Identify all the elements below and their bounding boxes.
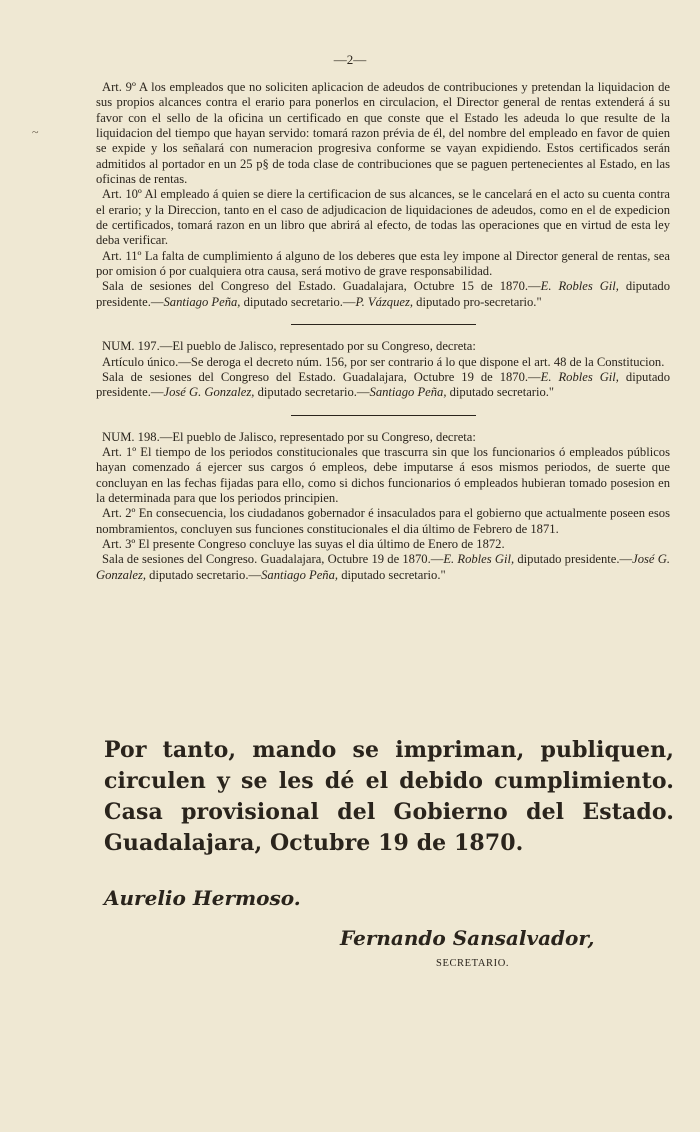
signer-name: José G. Gonzalez, [163, 385, 255, 400]
signer-name: E. Robles Gil, [540, 369, 619, 384]
signer-name: E. Robles Gil, [540, 279, 619, 294]
signer-role: diputado presidente.— [96, 369, 670, 400]
secretary-role: SECRETARIO. [436, 958, 510, 969]
decree-text [96, 80, 670, 583]
session-text: Sala de sesiones del Congreso del Estado. Guadalajara, Octubre 15 de 1870.— [102, 279, 541, 294]
session-text: Sala de sesiones del Congreso. Guadalajara, Octubre 19 de 1870.— [102, 552, 444, 567]
section-divider [291, 415, 476, 416]
decree-198-heading: NUM. 198.—El pueblo de Jalisco, representado por su Congreso, decreta: [102, 429, 476, 444]
decree-197-heading: NUM. 197.—El pueblo de Jalisco, representado por su Congreso, decreta: [102, 339, 476, 354]
signer-name: José G. Gonzalez, [96, 552, 670, 582]
signer-name: Santiago Peña, [369, 385, 447, 400]
decree-197-article: Artículo único.—Se deroga el decreto núm. 156, por ser contrario á lo que dispone el art. 48 de la Constitucion. [102, 354, 665, 369]
margin-mark: ~ [32, 125, 39, 139]
signer-role: diputado presidente.— [514, 552, 633, 567]
page-number: —2— [333, 52, 367, 67]
signer-name: P. Vázquez, [355, 294, 414, 309]
signer-name: E. Robles Gil, [443, 552, 515, 567]
signer-name: Santiago Peña, [261, 567, 339, 582]
proclamation: Por tanto, mando se impriman, publiquen, circulen y se les dé el debido cumplimiento. Casa provisional del Gobierno del Estado. Guadalajara, Octubre 19 de 1870. [104, 737, 674, 856]
signer-role: diputado secretario.— [254, 385, 370, 400]
decree-198-article-2: Art. 2º En consecuencia, los ciudadanos gobernador é insaculados para el gobierno que actualmente poseen esos nombramientos, concluyen sus funciones constitucionales el dia último de Febrero de 1871. [96, 506, 670, 536]
signer-role: diputado secretario." [338, 567, 446, 582]
signer-name: Santiago Peña, [163, 294, 241, 309]
secretary-signature: Fernando Sansalvador, [340, 926, 595, 950]
article-10: Art. 10º Al empleado á quien se diere la certificacion de sus alcances, se le cancelará en el acto su cuenta contra el erario; y la Direccion, tanto en el caso de adjudicacion de liquidaciones de adeudos, como en el de expedicion de certificados, tomará razon en un libro que abrirá al efecto, de todas las operaciones que en virtud de esta ley deba verificar. [96, 187, 670, 248]
session-signatures-1 [96, 279, 670, 310]
governor-signature: Aurelio Hermoso. [104, 886, 301, 910]
signer-role: diputado secretario.— [146, 567, 262, 582]
session-text: Sala de sesiones del Congreso del Estado. Guadalajara, Octubre 19 de 1870.— [102, 369, 541, 384]
signer-role: diputado presidente.— [96, 279, 670, 309]
decree-198-article-3: Art. 3º El presente Congreso concluye las suyas el dia último de Enero de 1872. [102, 536, 505, 551]
signer-role: diputado secretario.— [240, 294, 356, 309]
article-9: Art. 9º A los empleados que no soliciten aplicacion de adeudos de contribuciones y pretendan la liquidacion de sus propios alcances contra el erario para ponerlos en circulacion, el Director general de rentas extenderá á su favor con el sello de la oficina un certificado en que conste que el Estado les adeuda lo que resulte de la liquidacion del tiempo que hayan servido: tomará razon prévia de él, del nombre del empleado en favor de quien se expide y los señalará con numeracion progresiva conforme se vayan expidiendo. Estos certificados serán admitidos al portador en un 25 p§ de toda clase de contribuciones que se paguen pertenecientes al Estado, en las oficinas de rentas. [96, 80, 670, 187]
session-signatures-3 [96, 552, 670, 583]
signer-role: diputado pro-secretario." [413, 294, 542, 309]
section-divider [291, 324, 476, 325]
session-signatures-2 [96, 370, 670, 401]
article-11: Art. 11º La falta de cumplimiento á alguno de los deberes que esta ley impone al Director general de rentas, sea por omision ó por cualquiera otra causa, será motivo de grave responsabilidad. [96, 248, 670, 279]
signer-role: diputado secretario." [446, 385, 555, 400]
decree-198-article-1: Art. 1º El tiempo de los periodos constitucionales que trascurra sin que los funcionarios ó empleados públicos hayan comenzado á ejercer sus cargos ó empleos, debe imputarse á esos mismos periodos, de suerte que concluyan en las fechas fijadas para ello, como si dichos funcionarios ó empleados hubieran tomado posesion en la determinada para que los periodos principien. [96, 444, 670, 505]
